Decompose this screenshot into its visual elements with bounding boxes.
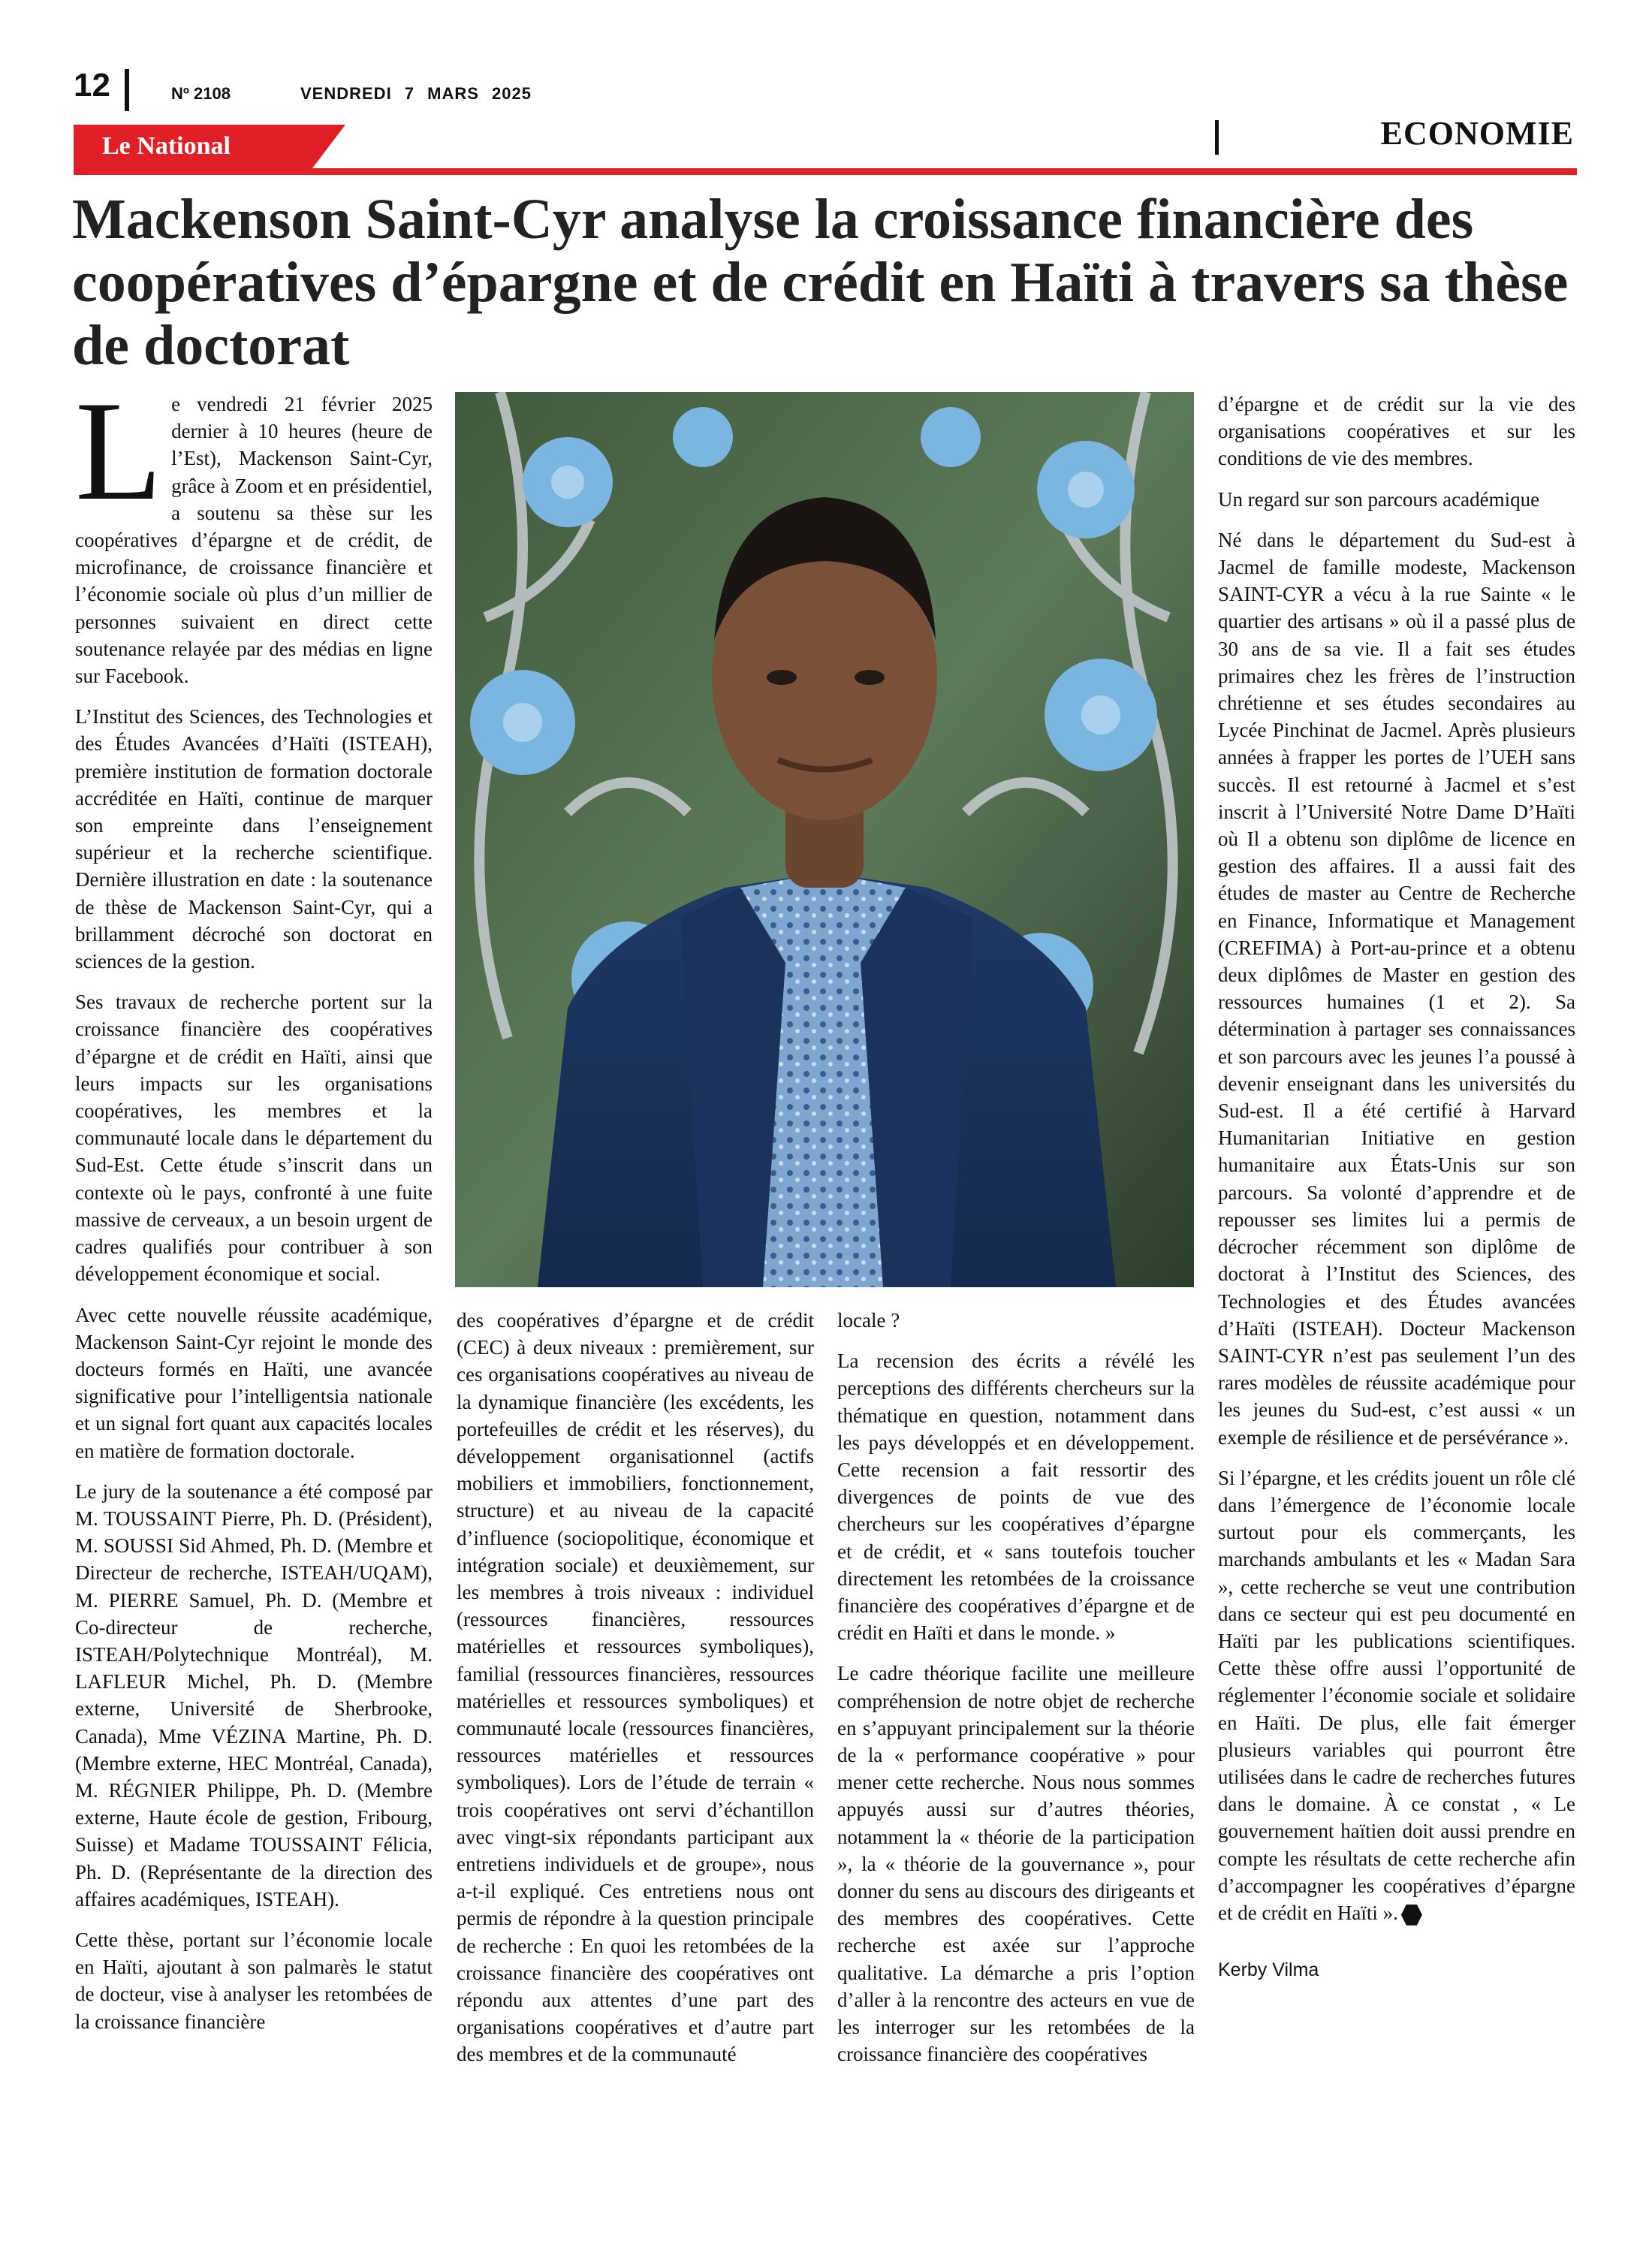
- paragraph: Si l’épargne, et les crédits jouent un rôle clé dans l’émergence de l’économie locale surtout pour els commerçants, les marchands ambulants et les « Madan Sara », cette recherche se veut une contribution dans ce secteur qui est peu documenté en Haïti par les publications scientifiques. Cette thèse offre aussi l’opportunité de réglementer l’économie sociale et solidaire en Haïti. De plus, elle fait émerger plusieurs variables qui pourront être utilisées dans le cadre de recherches futures dans le domaine. À ce constat , « Le gouvernement haïtien doit aussi prendre en compte les résultats de cette recherche afin d’accompagner les coopératives d’épargne et de crédit en Haïti ».: [1218, 1466, 1575, 1924]
- byline: Kerby Vilma: [1218, 1959, 1319, 1981]
- article-column-2: [457, 1307, 814, 2082]
- paragraph: Le cadre théorique facilite une meilleure compréhension de notre objet de recherche en s’appuyant principalement sur la théorie de la « performance coopérative » pour mener cette recherche. Nous nous sommes appuyés aussi sur d’autres théories, notamment la « théorie de la participation », la « théorie de la gouvernance », pour donner du sens au discours des dirigeants et des membres des coopératives. Cette recherche est axée sur l’approche qualitative. La démarche a pris l’option d’aller à la rencontre des acteurs en vue de les interroger sur les retombées de la croissance financière des coopératives: [837, 1662, 1195, 2066]
- paragraph: L’Institut des Sciences, des Technologies et des Études Avancées d’Haïti (ISTEAH), première institution de formation doctorale accréditée en Haïti, continue de marquer son empreinte dans l’enseignement supérieur et la recherche scientifique. Dernière illustration en date : la soutenance de thèse de Mackenson Saint-Cyr, qui a brillamment décroché son doctorat en sciences de la gestion.: [75, 705, 433, 973]
- page-number-divider: [125, 69, 129, 111]
- portrait-photo: [455, 392, 1194, 1287]
- paragraph: locale ?: [837, 1309, 900, 1332]
- article-headline: Mackenson Saint-Cyr analyse la croissance financière des coopératives d’épargne et de crédit en Haïti à travers sa thèse de doctorat: [72, 188, 1569, 377]
- header-rule: [74, 168, 1577, 175]
- issue-date: VENDREDI 7 MARS 2025: [300, 84, 532, 103]
- paragraph: d’épargne et de crédit sur la vie des organisations coopératives et sur les conditions de vie des membres.: [1218, 393, 1575, 470]
- paragraph: Ses travaux de recherche portent sur la croissance financière des coopératives d’épargne et de crédit en Haïti, ainsi que leurs impacts sur les organisations coopératives, les membres et la communauté locale dans le département du Sud-Est. Cette étude s’inscrit dans un contexte où le pays, confronté à une fuite massive de cerveaux, a un besoin urgent de cadres qualifiés pour contribuer à son développement économique et social.: [75, 991, 433, 1286]
- issue-number: Nº 2108: [171, 84, 231, 103]
- brand-name: Le National: [102, 132, 231, 160]
- paragraph: Avec cette nouvelle réussite académique, Mackenson Saint-Cyr rejoint le monde des docteurs formés en Haïti, une avancée significative pour l’intelligentsia nationale et un signal fort quant aux capacités locales en matière de formation doctorale.: [75, 1303, 433, 1462]
- subheading: Un regard sur son parcours académique: [1218, 487, 1540, 511]
- paragraph: La recension des écrits a révélé les perceptions des différents chercheurs sur la thématique en question, notamment dans les pays développés et en développement. Cette recension a fait ressortir des divergences de points de vue des chercheurs sur les coopératives d’épargne et de crédit, et « sans toutefois toucher directement les retombées de la croissance financière des coopératives d’épargne et de crédit en Haïti et dans le monde. »: [837, 1350, 1195, 1645]
- article-column-3: [837, 1307, 1195, 2081]
- paragraph: Le jury de la soutenance a été composé par M. TOUSSAINT Pierre, Ph. D. (Président), M. SOUSSI Sid Ahmed, Ph. D. (Membre et Directeur de recherche, ISTEAH/UQAM), M. PIERRE Samuel, Ph. D. (Membre et Co-directeur de recherche, ISTEAH/Polytechnique Montréal), M. LAFLEUR Michel, Ph. D. (Membre externe, Université de Sherbrooke, Canada), Mme VÉZINA Martine, Ph. D. (Membre externe, HEC Montréal, Canada), M. RÉGNIER Philippe, Ph. D. (Membre externe, Haute école de gestion, Fribourg, Suisse) et Madame TOUSSAINT Félicia, Ph. D. (Représentante de la direction des affaires académiques, ISTEAH).: [75, 1479, 433, 1911]
- paragraph: e vendredi 21 février 2025 dernier à 10 heures (heure de l’Est), Mackenson Saint-Cyr, grâce à Zoom et en présidentiel, a soutenu sa thèse sur les coopératives d’épargne et de crédit, de microfinance, de croissance financière et l’économie sociale où plus d’un millier de personnes suivaient en direct cette soutenance relayée par des médias en ligne sur Facebook.: [75, 393, 433, 688]
- paragraph: Né dans le département du Sud-est à Jacmel de famille modeste, Mackenson SAINT-CYR a vécu à la rue Sainte « le quartier des artisans » où il a passé plus de 30 ans de sa vie. Il a fait ses études primaires chez les frères de l’instruction chrétienne et ses études secondaires au Lycée Pinchinat de Jacmel. Après plusieurs années à frapper les portes de l’UEH sans succès. Il est retourné à Jacmel et s’est inscrit à l’Université Notre Dame D’Haïti où Il a obtenu son diplôme de licence en gestion des affaires. Il a aussi fait des études de master au Centre de Recherche en Finance, Informatique et Management (CREFIMA) à Port-au-prince et a obtenu deux diplômes de Master en gestion des ressources humaines (1 et 2). Sa détermination à partager ses connaissances et son parcours avec les jeunes l’a poussé à devenir enseignant dans les universités du Sud-est. Il a été certifié à Harvard Humanitarian Initiative en gestion humanitaire aux États-Unis sur son parcours. Sa volonté d’apprendre et de repousser ses limites lui a permis de décrocher récemment son diplôme de doctorat à l’Institut des Sciences, des Technologies et des Études avancées d’Haïti (ISTEAH). Docteur Mackenson SAINT-CYR n’est pas seulement l’un des rares modèles de réussite académique pour les jeunes du Sud-est, c’est aussi « un exemple de résilience et de persévérance ».: [1218, 528, 1575, 1449]
- section-divider: [1215, 120, 1219, 155]
- section-title: ECONOMIE: [1380, 115, 1574, 152]
- article-column-1: [75, 372, 433, 2049]
- page-number: 12: [74, 67, 110, 104]
- end-of-article-icon: [1401, 1905, 1422, 1926]
- paragraph: des coopératives d’épargne et de crédit (CEC) à deux niveaux : premièrement, sur ces organisations coopératives au niveau de la dynamique financière (les excédents, les portefeuilles de crédit et les réserves), du développement organisationnel (actifs mobiliers et immobiliers, fonctionnement, structure) et au niveau de la capacité d’influence (sociopolitique, économique et intégration sociale) et deuxièmement, sur les membres à trois niveaux : individuel (ressources financières, ressources matérielles et ressources symboliques), familial (ressources financières, ressources matérielles et ressources symboliques) et communauté locale (ressources financières, ressources matérielles et ressources symboliques). Lors de l’étude de terrain « trois coopératives ont servi d’échantillon avec vingt-six répondants participant aux entretiens individuels et de groupe», nous a-t-il expliqué. Ces entretiens nous ont permis de répondre à la question principale de recherche : En quoi les retombées de la croissance financière des coopératives ont répondu aux attentes d’une part des organisations coopératives et d’autre part des membres et de la communauté: [457, 1309, 814, 2066]
- article-column-4: [1218, 391, 1575, 1983]
- drop-cap: L: [75, 372, 163, 530]
- paragraph: Cette thèse, portant sur l’économie locale en Haïti, ajoutant à son palmarès le statut de docteur, vise à analyser les retombées de la croissance financière: [75, 1928, 433, 2033]
